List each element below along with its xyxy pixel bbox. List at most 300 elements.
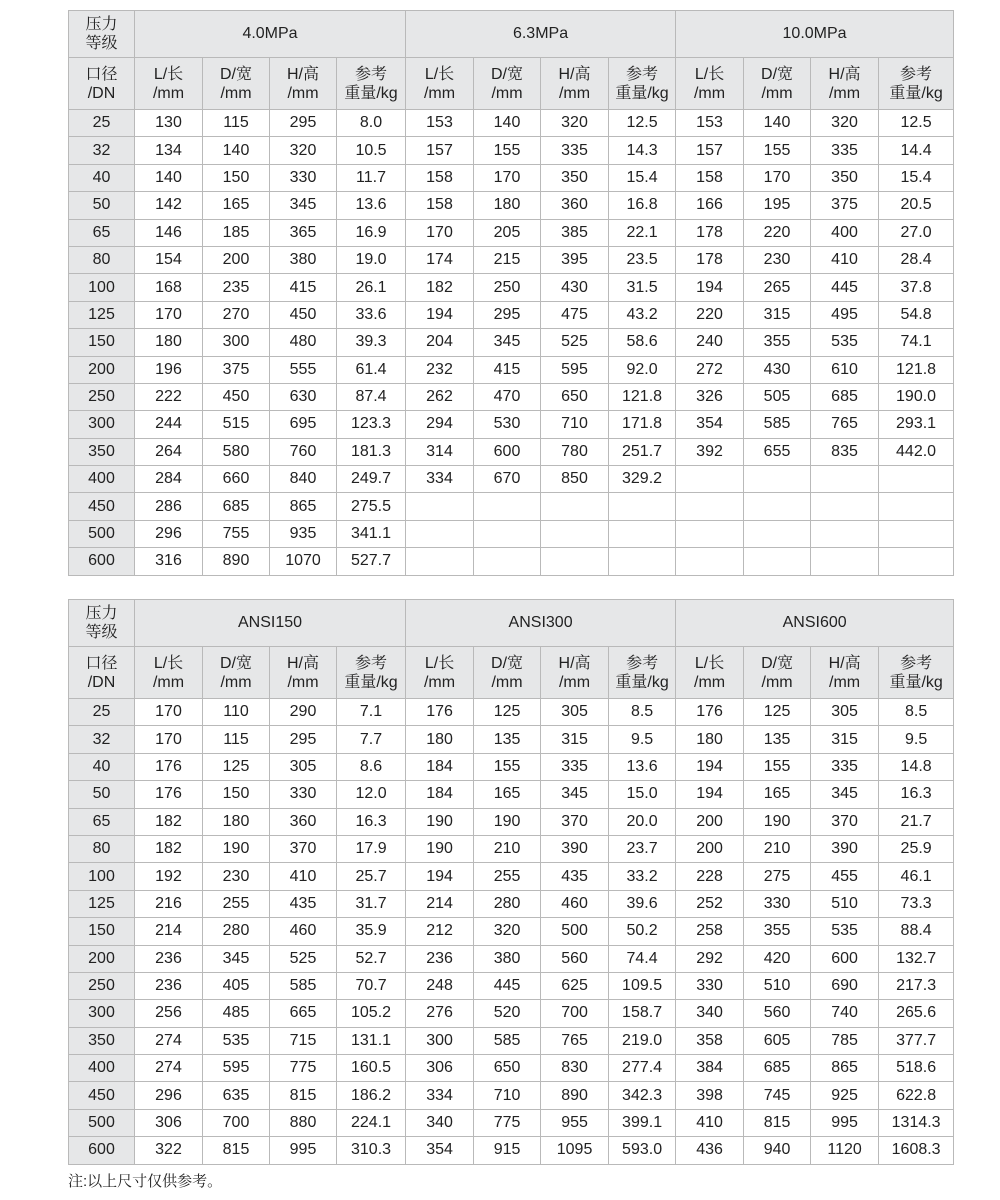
table-cell	[609, 493, 676, 520]
table-cell: 306	[135, 1109, 203, 1136]
table-cell: 915	[474, 1137, 541, 1164]
spec-table-mpa	[68, 10, 954, 576]
table-cell: 252	[676, 890, 744, 917]
table-cell: 196	[135, 356, 203, 383]
dn-cell: 200	[69, 356, 135, 383]
dn-cell: 450	[69, 493, 135, 520]
table-cell: 280	[203, 918, 270, 945]
table-cell: 236	[135, 972, 203, 999]
table-cell: 330	[676, 972, 744, 999]
table-cell: 335	[541, 137, 609, 164]
table-cell: 442.0	[879, 438, 954, 465]
table-cell: 157	[676, 137, 744, 164]
table-cell: 365	[270, 219, 337, 246]
table-cell: 13.6	[337, 192, 406, 219]
dn-cell: 32	[69, 137, 135, 164]
table-cell	[609, 520, 676, 547]
dn-cell: 65	[69, 808, 135, 835]
table-cell: 625	[541, 972, 609, 999]
table-cell: 181.3	[337, 438, 406, 465]
table-cell: 290	[270, 699, 337, 726]
col-weight: 参考 重量/kg	[609, 647, 676, 699]
dn-cell: 150	[69, 329, 135, 356]
table-cell: 210	[474, 835, 541, 862]
table-cell: 52.7	[337, 945, 406, 972]
table-row	[69, 753, 954, 780]
table-cell: 430	[541, 274, 609, 301]
table-cell: 525	[541, 329, 609, 356]
table-cell: 190	[744, 808, 811, 835]
table-cell: 170	[135, 301, 203, 328]
table-cell: 865	[270, 493, 337, 520]
table-cell: 58.6	[609, 329, 676, 356]
table-cell	[879, 466, 954, 493]
table-cell: 305	[541, 699, 609, 726]
table-cell	[406, 493, 474, 520]
table-cell: 16.9	[337, 219, 406, 246]
table-cell: 830	[541, 1055, 609, 1082]
table-cell: 470	[474, 383, 541, 410]
table-cell: 334	[406, 1082, 474, 1109]
table-cell: 1120	[811, 1137, 879, 1164]
table-cell: 10.5	[337, 137, 406, 164]
table-cell: 350	[811, 164, 879, 191]
table-cell: 925	[811, 1082, 879, 1109]
table-cell: 295	[270, 110, 337, 137]
pressure-class-label: 压力 等级	[69, 600, 135, 647]
col-width: D/宽 /mm	[744, 647, 811, 699]
table-cell: 700	[541, 1000, 609, 1027]
table-cell: 37.8	[879, 274, 954, 301]
table-cell: 20.0	[609, 808, 676, 835]
table-cell	[811, 548, 879, 575]
table-cell: 293.1	[879, 411, 954, 438]
table-cell: 194	[406, 863, 474, 890]
table-cell: 593.0	[609, 1137, 676, 1164]
table-cell	[541, 493, 609, 520]
table-cell: 296	[135, 1082, 203, 1109]
spec-table-ansi	[68, 599, 954, 1165]
table-cell: 450	[203, 383, 270, 410]
table-cell: 370	[811, 808, 879, 835]
table-cell: 22.1	[609, 219, 676, 246]
table-row	[69, 411, 954, 438]
table-cell: 195	[744, 192, 811, 219]
table-cell: 815	[744, 1109, 811, 1136]
table-cell: 415	[270, 274, 337, 301]
table-cell: 262	[406, 383, 474, 410]
col-width: D/宽 /mm	[203, 647, 270, 699]
table-cell: 121.8	[609, 383, 676, 410]
table-cell: 360	[270, 808, 337, 835]
col-length: L/长 /mm	[676, 58, 744, 110]
table-cell: 132.7	[879, 945, 954, 972]
dn-cell: 450	[69, 1082, 135, 1109]
col-length: L/长 /mm	[406, 647, 474, 699]
table-cell: 190	[474, 808, 541, 835]
dn-cell: 250	[69, 972, 135, 999]
table-cell	[474, 520, 541, 547]
table-row	[69, 1027, 954, 1054]
table-cell	[676, 548, 744, 575]
dn-cell: 600	[69, 548, 135, 575]
dn-cell: 250	[69, 383, 135, 410]
table-cell: 186.2	[337, 1082, 406, 1109]
table-cell: 460	[270, 918, 337, 945]
table-cell: 171.8	[609, 411, 676, 438]
table-cell	[676, 520, 744, 547]
table-cell: 142	[135, 192, 203, 219]
table-cell: 518.6	[879, 1055, 954, 1082]
table-cell: 155	[474, 137, 541, 164]
table-cell: 785	[811, 1027, 879, 1054]
table-cell: 170	[744, 164, 811, 191]
table-row	[69, 301, 954, 328]
table-cell: 256	[135, 1000, 203, 1027]
table-cell: 165	[203, 192, 270, 219]
table-cell: 340	[676, 1000, 744, 1027]
table-cell: 445	[811, 274, 879, 301]
table-cell: 354	[676, 411, 744, 438]
table-row	[69, 1137, 954, 1164]
table-cell	[744, 466, 811, 493]
table-cell: 73.3	[879, 890, 954, 917]
table-cell: 535	[811, 918, 879, 945]
table-cell: 205	[474, 219, 541, 246]
table-cell: 292	[676, 945, 744, 972]
table-cell: 210	[744, 835, 811, 862]
table-cell	[879, 520, 954, 547]
table-row	[69, 466, 954, 493]
table-cell: 295	[474, 301, 541, 328]
table-cell: 330	[744, 890, 811, 917]
table-cell	[744, 520, 811, 547]
table-cell: 174	[406, 246, 474, 273]
table-cell: 28.4	[879, 246, 954, 273]
table-cell: 345	[474, 329, 541, 356]
table-cell: 865	[811, 1055, 879, 1082]
dn-cell: 300	[69, 1000, 135, 1027]
col-height: H/高 /mm	[811, 58, 879, 110]
table-cell: 305	[270, 753, 337, 780]
table-cell: 276	[406, 1000, 474, 1027]
table-cell: 265.6	[879, 1000, 954, 1027]
table-cell: 360	[541, 192, 609, 219]
table-row	[69, 972, 954, 999]
dn-cell: 600	[69, 1137, 135, 1164]
table-cell: 377.7	[879, 1027, 954, 1054]
table-cell: 345	[203, 945, 270, 972]
table-cell: 685	[811, 383, 879, 410]
table-cell: 135	[474, 726, 541, 753]
table-cell: 170	[135, 726, 203, 753]
table-row	[69, 329, 954, 356]
dn-cell: 40	[69, 753, 135, 780]
table-cell: 520	[474, 1000, 541, 1027]
table-cell: 250	[474, 274, 541, 301]
table-cell	[609, 548, 676, 575]
dn-cell: 100	[69, 274, 135, 301]
table-cell: 345	[270, 192, 337, 219]
table-cell: 315	[811, 726, 879, 753]
table-cell: 710	[541, 411, 609, 438]
table-cell: 146	[135, 219, 203, 246]
table-cell: 375	[811, 192, 879, 219]
table-cell: 70.7	[337, 972, 406, 999]
table-cell: 236	[406, 945, 474, 972]
table-cell: 110	[203, 699, 270, 726]
table-cell: 320	[474, 918, 541, 945]
table-cell	[676, 466, 744, 493]
table-cell: 184	[406, 781, 474, 808]
table-cell: 180	[135, 329, 203, 356]
table-cell: 190.0	[879, 383, 954, 410]
table-cell: 123.3	[337, 411, 406, 438]
table-cell: 340	[406, 1109, 474, 1136]
table-cell: 765	[541, 1027, 609, 1054]
table-cell: 585	[270, 972, 337, 999]
table-row	[69, 164, 954, 191]
table-cell: 109.5	[609, 972, 676, 999]
table-cell: 765	[811, 411, 879, 438]
group-header: ANSI300	[406, 600, 676, 647]
table-cell: 527.7	[337, 548, 406, 575]
table-cell	[879, 548, 954, 575]
table-cell: 300	[406, 1027, 474, 1054]
dn-cell: 80	[69, 835, 135, 862]
table-cell: 670	[474, 466, 541, 493]
table-row	[69, 781, 954, 808]
table-row	[69, 493, 954, 520]
table-cell: 700	[203, 1109, 270, 1136]
dn-cell: 32	[69, 726, 135, 753]
table-cell: 410	[676, 1109, 744, 1136]
table-cell: 9.5	[609, 726, 676, 753]
table-cell: 390	[541, 835, 609, 862]
table-cell: 815	[270, 1082, 337, 1109]
table-cell: 940	[744, 1137, 811, 1164]
table-cell: 555	[270, 356, 337, 383]
table-cell: 710	[474, 1082, 541, 1109]
table-cell: 35.9	[337, 918, 406, 945]
table-cell: 7.7	[337, 726, 406, 753]
table-cell: 15.4	[879, 164, 954, 191]
table-row	[69, 726, 954, 753]
table-cell: 194	[406, 301, 474, 328]
table-cell: 380	[270, 246, 337, 273]
table-cell: 415	[474, 356, 541, 383]
table-cell: 335	[811, 753, 879, 780]
pressure-class-label: 压力 等级	[69, 11, 135, 58]
table-cell: 350	[541, 164, 609, 191]
table-cell: 217.3	[879, 972, 954, 999]
table-cell: 420	[744, 945, 811, 972]
table-cell: 305	[811, 699, 879, 726]
table-cell: 775	[270, 1055, 337, 1082]
table-cell: 176	[676, 699, 744, 726]
table-cell: 125	[203, 753, 270, 780]
table-row	[69, 356, 954, 383]
table-cell	[474, 493, 541, 520]
table-cell: 585	[744, 411, 811, 438]
table-cell: 176	[135, 781, 203, 808]
table-cell: 850	[541, 466, 609, 493]
table-cell: 375	[203, 356, 270, 383]
col-height: H/高 /mm	[270, 58, 337, 110]
table-cell: 23.7	[609, 835, 676, 862]
table-cell: 410	[811, 246, 879, 273]
footnote: 注:以上尺寸仅供参考。	[68, 1173, 223, 1190]
dn-cell: 125	[69, 301, 135, 328]
table-cell: 170	[474, 164, 541, 191]
table-cell: 155	[474, 753, 541, 780]
col-weight: 参考 重量/kg	[337, 58, 406, 110]
table-body	[69, 110, 954, 576]
table-cell: 235	[203, 274, 270, 301]
table-cell: 370	[541, 808, 609, 835]
table-cell: 286	[135, 493, 203, 520]
table-cell: 274	[135, 1055, 203, 1082]
table-cell: 176	[406, 699, 474, 726]
dn-cell: 350	[69, 1027, 135, 1054]
table-cell	[744, 548, 811, 575]
table-cell: 510	[811, 890, 879, 917]
table-cell: 214	[135, 918, 203, 945]
table-cell: 600	[474, 438, 541, 465]
table-cell: 178	[676, 246, 744, 273]
table-cell: 890	[203, 548, 270, 575]
table-cell: 244	[135, 411, 203, 438]
col-length: L/长 /mm	[135, 647, 203, 699]
table-cell: 1314.3	[879, 1109, 954, 1136]
table-body	[69, 699, 954, 1165]
col-weight: 参考 重量/kg	[609, 58, 676, 110]
table-cell: 214	[406, 890, 474, 917]
table-cell: 840	[270, 466, 337, 493]
table-cell: 204	[406, 329, 474, 356]
table-cell: 255	[474, 863, 541, 890]
table-cell: 436	[676, 1137, 744, 1164]
table-cell: 14.8	[879, 753, 954, 780]
table-cell: 165	[744, 781, 811, 808]
group-header: 4.0MPa	[135, 11, 406, 58]
table-cell: 630	[270, 383, 337, 410]
table-cell: 460	[541, 890, 609, 917]
table-cell: 605	[744, 1027, 811, 1054]
table-cell: 13.6	[609, 753, 676, 780]
table-cell: 140	[744, 110, 811, 137]
col-height: H/高 /mm	[270, 647, 337, 699]
table-cell: 306	[406, 1055, 474, 1082]
table-cell: 322	[135, 1137, 203, 1164]
dn-cell: 65	[69, 219, 135, 246]
table-cell: 400	[811, 219, 879, 246]
table-cell: 560	[744, 1000, 811, 1027]
table-cell: 685	[744, 1055, 811, 1082]
table-cell: 275.5	[337, 493, 406, 520]
group-header: ANSI600	[676, 600, 954, 647]
table-cell: 168	[135, 274, 203, 301]
table-cell: 33.2	[609, 863, 676, 890]
dn-cell: 25	[69, 699, 135, 726]
table-cell: 251.7	[609, 438, 676, 465]
table-cell: 16.8	[609, 192, 676, 219]
table-cell: 26.1	[337, 274, 406, 301]
dn-cell: 300	[69, 411, 135, 438]
table-cell: 140	[135, 164, 203, 191]
table-cell: 12.0	[337, 781, 406, 808]
table-cell: 39.6	[609, 890, 676, 917]
table-cell: 345	[541, 781, 609, 808]
table-cell: 695	[270, 411, 337, 438]
table-cell: 358	[676, 1027, 744, 1054]
table-cell: 835	[811, 438, 879, 465]
table-cell: 249.7	[337, 466, 406, 493]
table-cell: 165	[474, 781, 541, 808]
table-cell	[541, 548, 609, 575]
dn-cell: 50	[69, 781, 135, 808]
table-cell	[811, 466, 879, 493]
table-cell: 190	[406, 835, 474, 862]
table-cell: 157	[406, 137, 474, 164]
table-cell: 560	[541, 945, 609, 972]
table-cell: 158.7	[609, 1000, 676, 1027]
table-cell: 8.0	[337, 110, 406, 137]
table-cell: 760	[270, 438, 337, 465]
table-cell: 200	[676, 808, 744, 835]
table-cell: 410	[270, 863, 337, 890]
table-cell: 9.5	[879, 726, 954, 753]
table-row	[69, 438, 954, 465]
table-cell: 135	[744, 726, 811, 753]
table-row	[69, 699, 954, 726]
dn-label: 口径 /DN	[69, 58, 135, 110]
table-row	[69, 1055, 954, 1082]
dn-cell: 125	[69, 890, 135, 917]
table-cell: 8.5	[609, 699, 676, 726]
table-cell: 405	[203, 972, 270, 999]
table-cell: 1608.3	[879, 1137, 954, 1164]
table-cell: 314	[406, 438, 474, 465]
table-cell: 158	[406, 192, 474, 219]
table-cell: 61.4	[337, 356, 406, 383]
table-cell: 236	[135, 945, 203, 972]
table-cell: 222	[135, 383, 203, 410]
table-cell: 230	[744, 246, 811, 273]
table-cell: 335	[811, 137, 879, 164]
col-height: H/高 /mm	[811, 647, 879, 699]
table-cell: 14.4	[879, 137, 954, 164]
table-cell: 780	[541, 438, 609, 465]
table-row	[69, 863, 954, 890]
table-cell	[541, 520, 609, 547]
table-cell: 740	[811, 1000, 879, 1027]
col-width: D/宽 /mm	[744, 58, 811, 110]
table-cell: 384	[676, 1055, 744, 1082]
table-cell: 390	[811, 835, 879, 862]
table-cell: 224.1	[337, 1109, 406, 1136]
dn-cell: 200	[69, 945, 135, 972]
dn-label: 口径 /DN	[69, 647, 135, 699]
table-cell: 485	[203, 1000, 270, 1027]
table-cell: 88.4	[879, 918, 954, 945]
table-cell: 115	[203, 726, 270, 753]
table-cell: 115	[203, 110, 270, 137]
table-cell: 310.3	[337, 1137, 406, 1164]
group-header: 10.0MPa	[676, 11, 954, 58]
dn-cell: 25	[69, 110, 135, 137]
table-cell: 315	[744, 301, 811, 328]
